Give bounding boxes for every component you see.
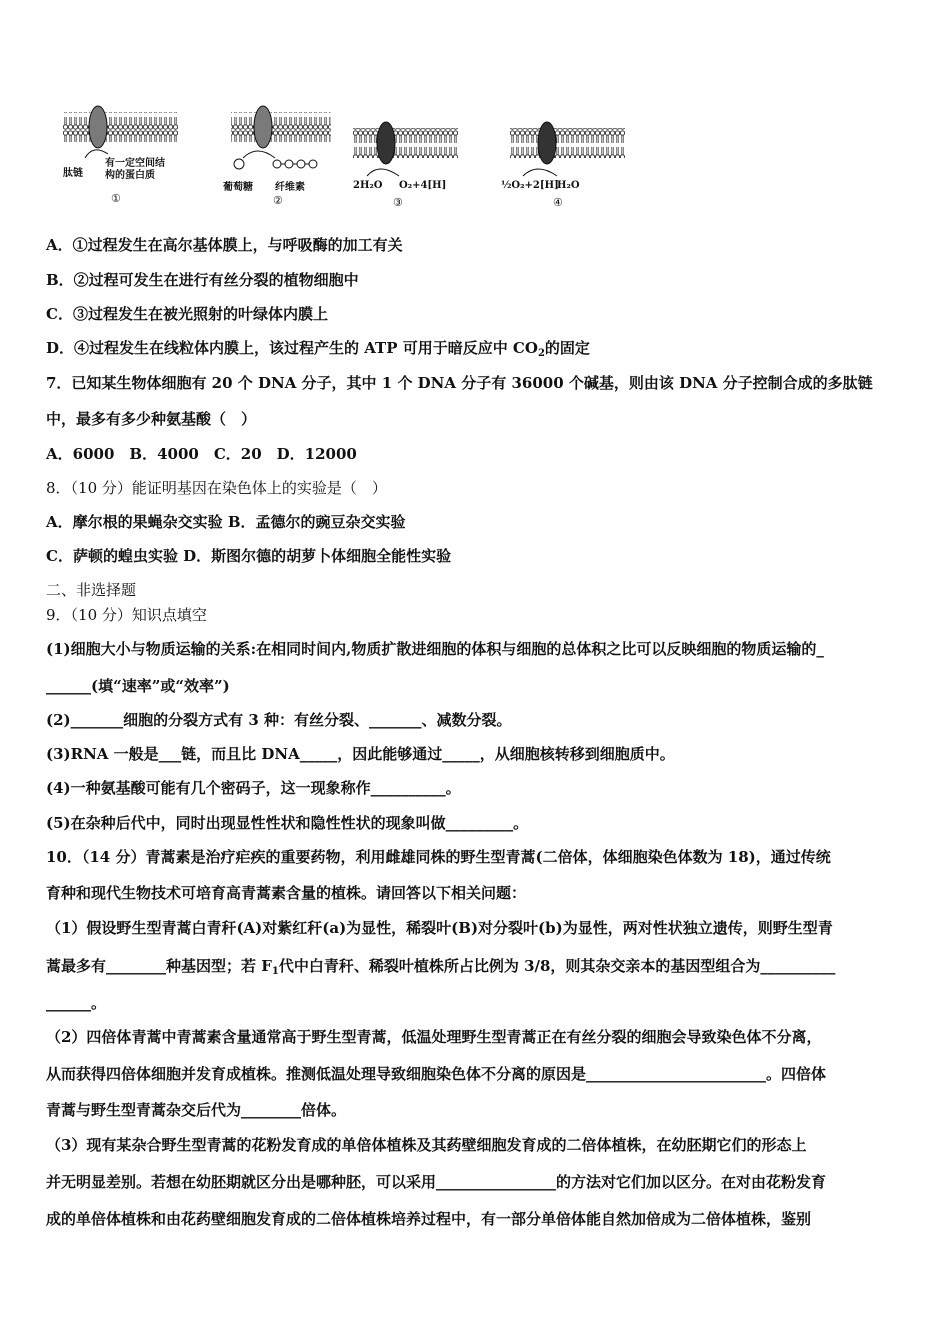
q8-stem: 8．（10 分）能证明基因在染色体上的实验是（ ） [46,479,387,497]
label-water: 2H₂O [353,180,383,191]
membrane-diagram-3 [353,100,473,180]
section-heading: 二、非选择题 [46,581,137,599]
q9-part-4: (4)一种氨基酸可能有几个密码子，这一现象称作__________。 [46,779,461,797]
figure-number: ① [111,192,121,205]
q10-part-3-cont2: 成的单倍体植株和由花药壁细胞发育成的二倍体植株培养过程中，有一部分单倍体能自然加倍成为二倍体植株，鉴别 [46,1210,812,1228]
q6-option-b: B．②过程可发生在进行有丝分裂的植物细胞中 [46,271,359,289]
label-water-product: H₂O [557,180,580,191]
label-glucose: 葡萄糖 [223,182,253,193]
figure-4 [495,100,635,220]
q8-options-cd: C．萨顿的蝗虫实验 D．斯图尔德的胡萝卜体细胞全能性实验 [46,547,452,565]
q10-stem-cont: 育种和现代生物技术可培育高青蒿素含量的植株。请回答以下相关问题： [46,884,527,902]
q6-option-c: C．③过程发生在被光照射的叶绿体内膜上 [46,305,328,323]
q10-part-2: （2）四倍体青蒿中青蒿素含量通常高于野生型青蒿，低温处理野生型青蒿正在有丝分裂的细胞会导致染色体不分离， [46,1028,822,1046]
q9-part-2: (2)_______细胞的分裂方式有 3 种：有丝分裂、_______、减数分裂。 [46,711,512,729]
figure-3 [353,100,473,220]
q10-part-1-end: ______。 [46,994,107,1012]
q9-part-1-cont: ______(填“速率”或“效率”) [46,677,230,695]
q10-part-1: （1）假设野生型青蒿白青秆(A)对紫红秆(a)为显性，稀裂叶(B)对分裂叶(b)为显性，两对性状独立遗传，则野生型青 [46,919,833,937]
q6-option-a: A．①过程发生在高尔基体膜上，与呼吸酶的加工有关 [46,236,403,254]
label-peptide-chain: 肽链 [63,168,83,179]
figure-number: ④ [553,196,563,209]
q9-part-5: (5)在杂种后代中，同时出现显性性状和隐性性状的现象叫做_________。 [46,814,529,832]
membrane-diagram-4 [495,100,635,180]
q9-part-1: (1)细胞大小与物质运输的关系:在相同时间内,物质扩散进细胞的体积与细胞的总体积之比可以反映细胞的物质运输的_ [46,640,824,658]
q6-option-d: D．④过程发生在线粒体内膜上，该过程产生的 ATP 可用于暗反应中 $CO_2$的固定 [46,339,590,359]
label-oxygen-hydrogen: O₂+4[H] [399,180,447,191]
q7-stem: 7．已知某生物体细胞有 20 个 DNA 分子，其中 1 个 DNA 分子有 36000 个碱基，则由该 DNA 分子控制合成的多肽链 [46,374,873,392]
q9-part-3: (3)RNA 一般是___链，而且比 DNA_____，因此能够通过_____，从细胞核转移到细胞质中。 [46,745,675,763]
q7-stem-cont: 中，最多有多少种氨基酸（ ） [46,410,257,428]
membrane-diagram-2 [223,100,343,176]
q10-part-1-cont: 蒿最多有________种基因型；若 $F_1$代中白青秆、稀裂叶植株所占比例为 3/8，则其杂交亲本的基因型组合为__________ [46,957,836,977]
membrane-figure [55,100,655,220]
q9-stem: 9．（10 分）知识点填空 [46,606,207,624]
label-cellulose: 纤维素 [275,182,305,193]
q10-part-2-cont: 从而获得四倍体细胞并发育成植株。推测低温处理导致细胞染色体不分离的原因是________________________。四倍体 [46,1065,827,1083]
q7-options: A．6000 B．4000 C．20 D．12000 [46,445,357,463]
label-protein: 有一定空间结 构的蛋白质 [105,158,165,181]
q10-part-2-end: 青蒿与野生型青蒿杂交后代为________倍体。 [46,1101,347,1119]
q8-options-ab: A．摩尔根的果蝇杂交实验 B．孟德尔的豌豆杂交实验 [46,513,406,531]
label-half-oxygen: ½O₂+2[H] [501,180,559,191]
membrane-diagram-1 [63,100,183,160]
q10-part-3: （3）现有某杂合野生型青蒿的花粉发育成的单倍体植株及其药壁细胞发育成的二倍体植株，在幼胚期它们的形态上 [46,1136,807,1154]
q10-stem: 10．（14 分）青蒿素是治疗疟疾的重要药物，利用雌雄同株的野生型青蒿(二倍体，体细胞染色体数为 18)，通过传统 [46,848,831,866]
figure-1 [63,100,183,220]
figure-number: ③ [393,196,403,209]
q10-part-3-cont: 并无明显差别。若想在幼胚期就区分出是哪种胚，可以采用________________的方法对它们加以区分。在对由花粉发育 [46,1173,827,1191]
figure-2 [223,100,343,220]
figure-number: ② [273,194,283,207]
